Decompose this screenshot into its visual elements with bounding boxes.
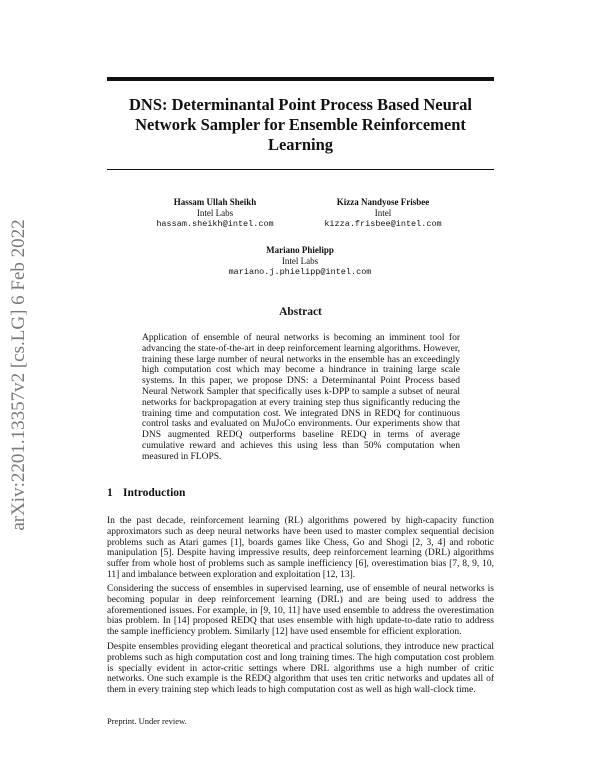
author-email: kizza.frisbee@intel.com xyxy=(324,219,442,229)
author-name: Kizza Nandyose Frisbee xyxy=(336,197,430,207)
paper-title: DNS: Determinantal Point Process Based Neural Network Sampler for Ensemble Reinforcement Learning xyxy=(129,95,472,154)
section-number: 1 xyxy=(107,487,113,499)
arxiv-stamp xyxy=(0,210,40,540)
author-name: Hassam Ullah Sheikh xyxy=(173,197,257,207)
author-affiliation: Intel Labs xyxy=(196,208,234,218)
author-name: Mariano Phielipp xyxy=(266,245,334,255)
title-rule-top xyxy=(107,77,494,81)
author-block xyxy=(308,197,458,230)
arxiv-identifier: arXiv:2201.13357v2 [cs.LG] 6 Feb 2022 xyxy=(8,219,29,531)
abstract-heading: Abstract xyxy=(279,306,322,318)
section-title: Introduction xyxy=(123,487,186,499)
author-affiliation: Intel Labs xyxy=(281,256,319,266)
author-affiliation: Intel xyxy=(374,208,392,218)
preprint-footnote: Preprint. Under review. xyxy=(107,716,187,726)
section-heading xyxy=(107,487,185,499)
title-rule-bottom xyxy=(107,169,494,170)
body-paragraph: In the past decade, reinforcement learning (RL) algorithms powered by high-capacity function approximators such as deep neural networks have been used to master complex sequential decision problems such as Atari games [1], boards games like Chess, Go and Shogi [2, 3, 4] and robotic manipulation [5]. Despite having impressive results, deep reinforcement learning (DRL) algorithms suffer from whole host of problems such as sample inefficiency [6], overestimation bias [7, 8, 9, 10, 11] and imbalance between exploration and exploitation [12, 13]. xyxy=(107,516,494,580)
body-paragraph: Considering the success of ensembles in supervised learning, use of ensemble of neural networks is becoming popular in deep reinforcement learning (DRL) and are being used to address the aforementioned issues. For example, in [9, 10, 11] have used ensemble to address the overestimation bias problem. In [14] proposed REDQ that uses ensemble with high update-to-date ratio to address the sample inefficiency problem. Similarly [12] have used ensemble for efficient exploration. xyxy=(107,584,494,638)
author-email: mariano.j.phielipp@intel.com xyxy=(228,267,372,277)
body-paragraph: Despite ensembles providing elegant theoretical and practical solutions, they introduce new practical problems such as high computation cost and long training times. The high computation cost problem is specially evident in actor-critic settings where DRL algorithms use a high number of critic networks. One such example is the REDQ algorithm that uses ten critic networks and updates all of them in every training step which leads to high computation cost as well as high wall-clock time. xyxy=(107,642,494,696)
author-email: hassam.sheikh@intel.com xyxy=(156,219,274,229)
author-block xyxy=(140,197,290,230)
author-block xyxy=(200,245,400,278)
abstract-text: Application of ensemble of neural networks is becoming an imminent tool for advancing the state-of-the-art in deep reinforcement learning algorithms. However, training these large number of neural networks in the ensemble has an exceedingly high computation cost which may become a hindrance in training large scale systems. In this paper, we propose DNS: a Determinantal Point Process based Neural Network Sampler that specifically uses k-DPP to sample a subset of neural networks for backpropagation at every training step thus significantly reducing the training time and computation cost. We integrated DNS in REDQ for continuous control tasks and evaluated on MuJoCo environments. Our experiments show that DNS augmented REDQ outperforms baseline REDQ in terms of average cumulative reward and achieves this using less than 50% computation when measured in FLOPS. xyxy=(142,333,460,462)
